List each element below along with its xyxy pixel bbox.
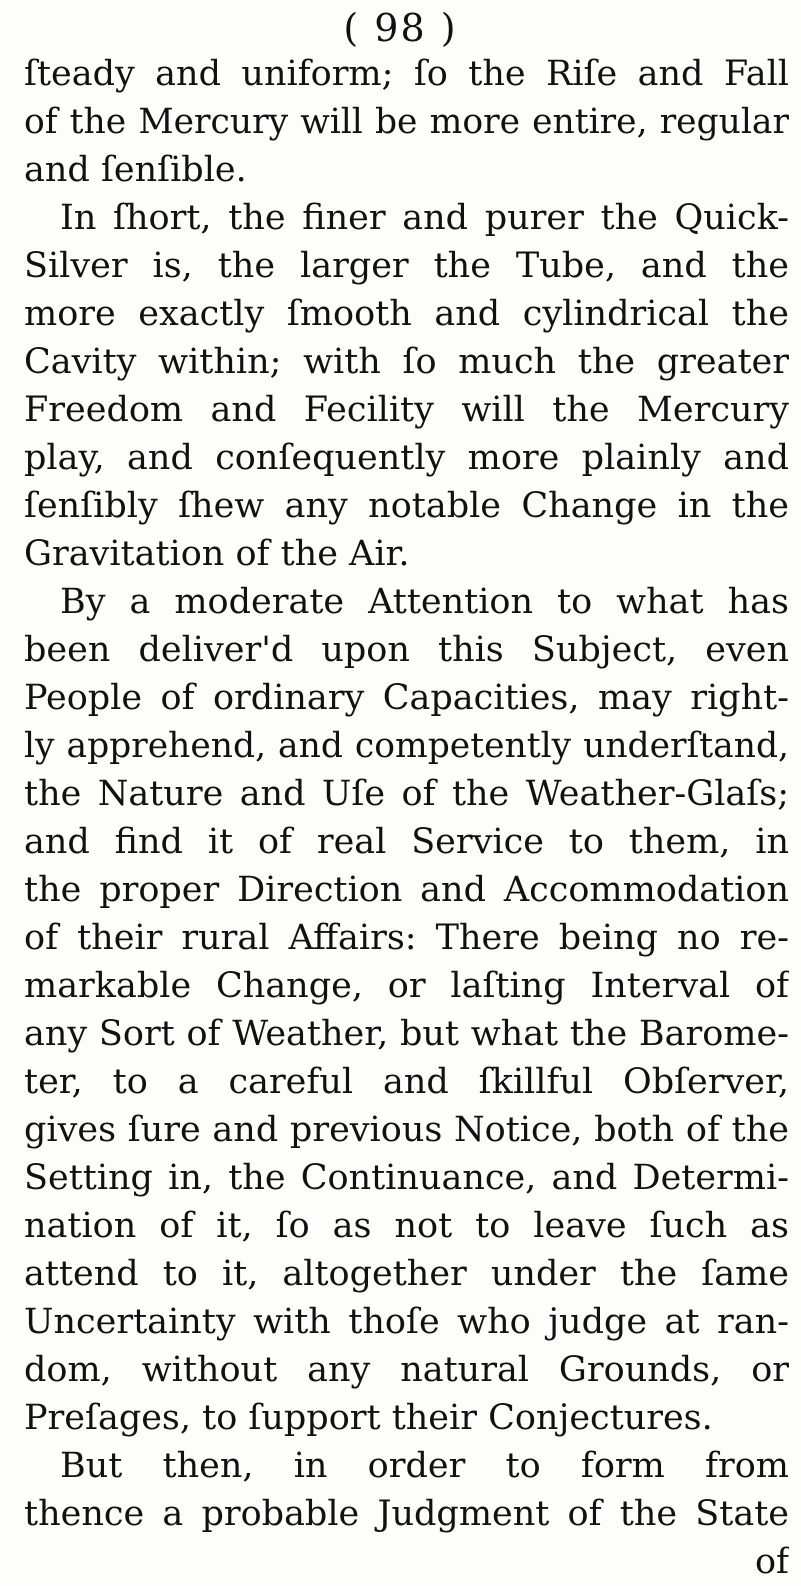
text-line-10: ſenſibly ſhew any notable Change in the (24, 486, 789, 526)
text-line-31: thence a probable Judgment of the State (24, 1494, 789, 1534)
page-number-header: ( 98 ) (343, 6, 458, 50)
text-line-22: ter, to a careful and ſkillful Obſerver, (24, 1062, 789, 1102)
text-line-30: But then, in order to form from (60, 1446, 789, 1486)
text-line-9: play, and conſequently more plainly and (24, 438, 789, 478)
text-line-27: Uncertainty with thoſe who judge at ran- (24, 1302, 789, 1342)
catchword: of (754, 1542, 789, 1582)
text-line-15: ly apprehend, and competently underſtand, (24, 726, 789, 766)
text-line-3: and ſenſible. (24, 150, 247, 190)
text-line-16: the Nature and Uſe of the Weather-Glaſs; (24, 774, 789, 814)
text-line-17: and find it of real Service to them, in (24, 822, 789, 862)
text-line-8: Freedom and Fecility will the Mercury (24, 390, 789, 430)
text-line-5: Silver is, the larger the Tube, and the (24, 246, 789, 286)
text-line-21: any Sort of Weather, but what the Barome- (24, 1014, 789, 1054)
text-line-19: of their rural Affairs: There being no re- (24, 918, 789, 958)
text-line-24: Setting in, the Continuance, and Determi- (24, 1158, 789, 1198)
text-line-14: People of ordinary Capacities, may right- (24, 678, 789, 718)
text-line-20: markable Change, or laſting Interval of (24, 966, 789, 1006)
text-line-11: Gravitation of the Air. (24, 534, 410, 574)
text-line-29: Preſages, to ſupport their Conjectures. (24, 1398, 713, 1438)
text-line-6: more exactly ſmooth and cylindrical the (24, 294, 789, 334)
text-line-13: been deliver'd upon this Subject, even (24, 630, 789, 670)
text-line-7: Cavity within; with ſo much the greater (24, 342, 789, 382)
text-line-4: In ſhort, the finer and purer the Quick- (60, 198, 789, 238)
text-line-2: of the Mercury will be more entire, regular (24, 102, 789, 142)
text-line-1: ſteady and uniform; ſo the Riſe and Fall (24, 54, 789, 94)
text-line-12: By a moderate Attention to what has (60, 582, 789, 622)
text-line-28: dom, without any natural Grounds, or (24, 1350, 789, 1390)
text-line-25: nation of it, ſo as not to leave ſuch as (24, 1206, 789, 1246)
text-line-26: attend to it, altogether under the ſame (24, 1254, 789, 1294)
text-line-23: gives ſure and previous Notice, both of the (24, 1110, 789, 1150)
text-line-18: the proper Direction and Accommodation (24, 870, 789, 910)
